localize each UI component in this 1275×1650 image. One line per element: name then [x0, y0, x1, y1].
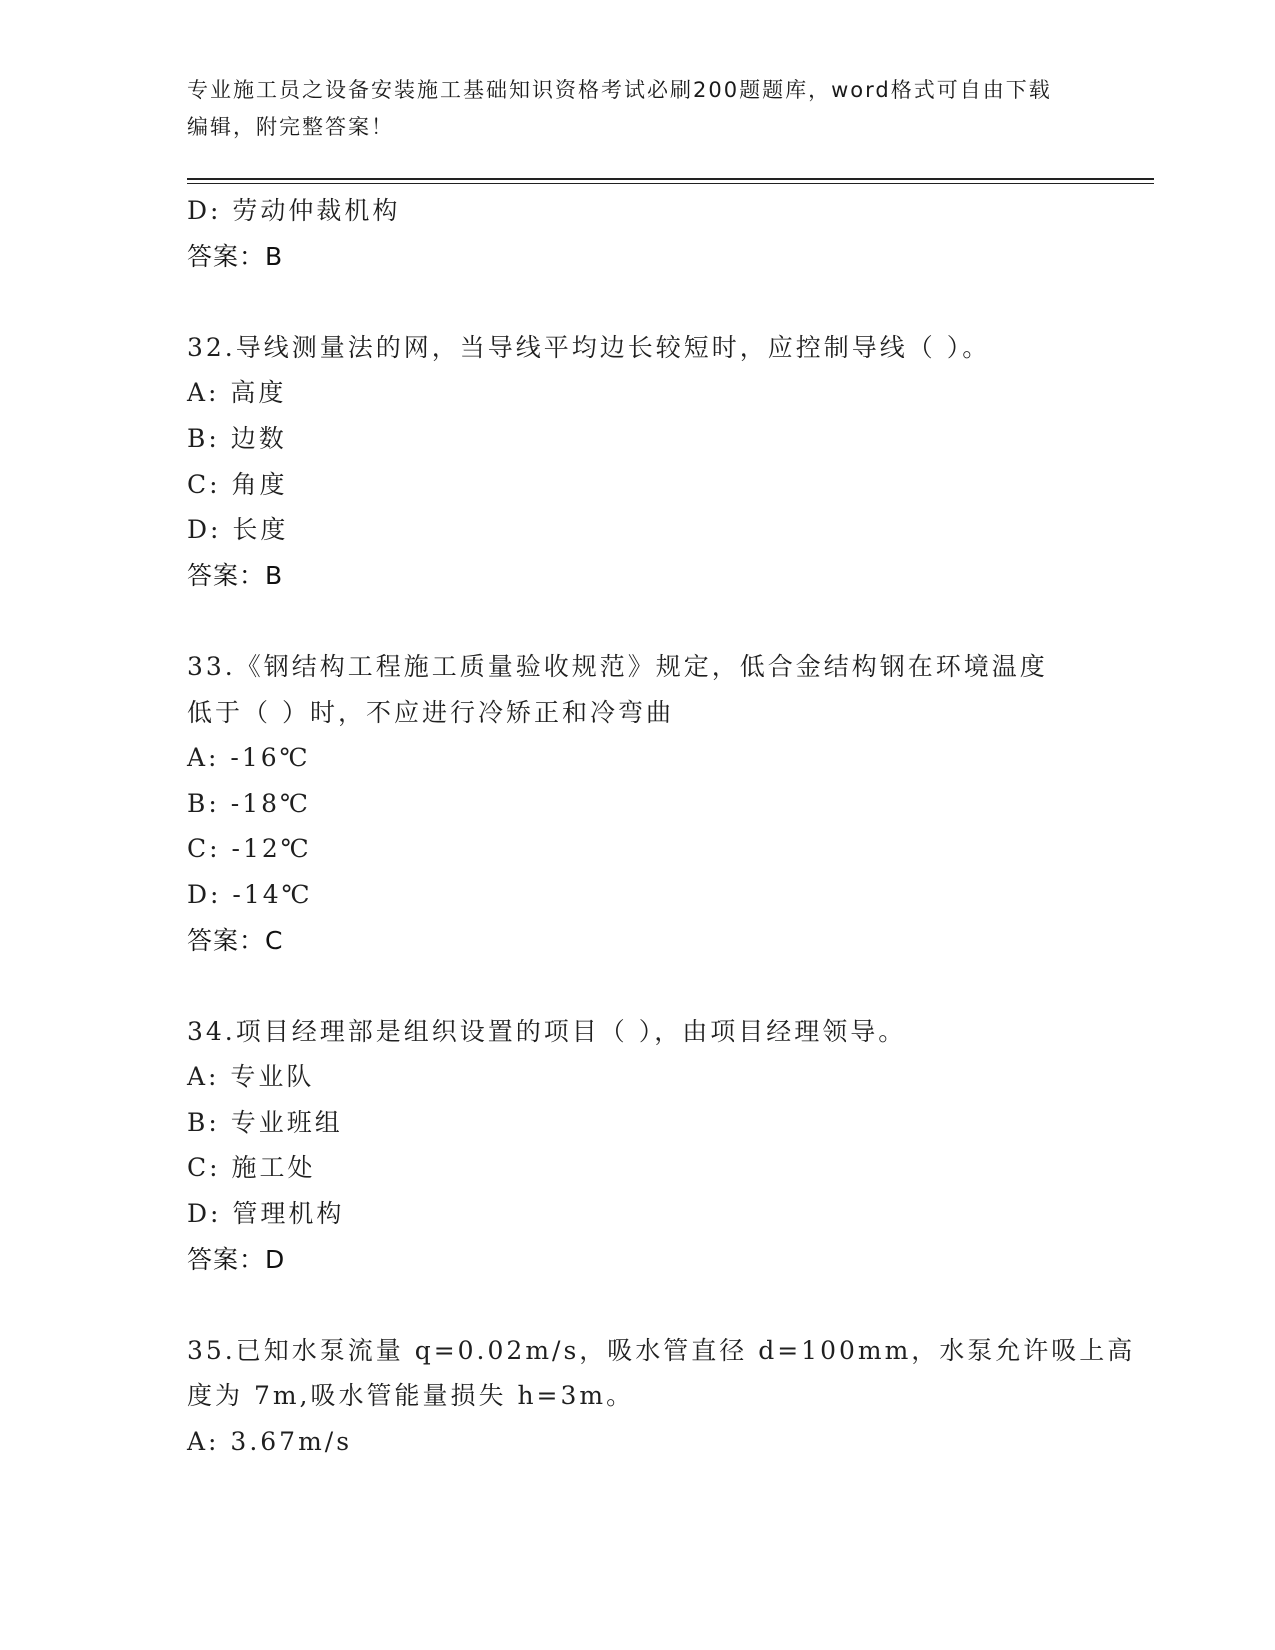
spacer — [187, 1282, 1087, 1328]
answer-line: 答案：C — [187, 925, 284, 955]
header-divider — [187, 178, 1154, 180]
question-stem-line-2: 低于（ ）时，不应进行冷矫正和冷弯曲 — [187, 697, 674, 727]
page-header: 专业施工员之设备安装施工基础知识资格考试必刷200题题库，word格式可自由下载编辑，附完整答案！ — [187, 78, 1052, 139]
option-c: C: -12℃ — [187, 834, 312, 864]
answer-line: 答案：B — [187, 560, 284, 590]
question-stem: 32.导线测量法的网，当导线平均边长较短时，应控制导线（ ）。 — [187, 332, 991, 362]
option-b: B: 边数 — [187, 423, 287, 453]
option-d: D: -14℃ — [187, 879, 313, 909]
option-d: D: 劳动仲裁机构 — [187, 196, 401, 225]
answer-line: 答案：B — [187, 241, 284, 271]
option-d: D: 长度 — [187, 515, 289, 545]
question-stem-line-1: 35.已知水泵流量 q=0.02m/s，吸水管直径 d=100mm，水泵允许吸上高 — [187, 1335, 1136, 1365]
option-b: B: 专业班组 — [187, 1107, 343, 1137]
spacer — [187, 963, 1087, 1009]
option-c: C: 角度 — [187, 469, 288, 499]
answer-line: 答案：D — [187, 1244, 286, 1274]
header-divider-thin — [187, 183, 1154, 184]
option-b: B: -18℃ — [187, 788, 311, 818]
question-stem-line-2: 度为 7m,吸水管能量损失 h=3m。 — [187, 1381, 635, 1411]
option-a: A: 高度 — [187, 378, 287, 408]
spacer — [187, 598, 1087, 644]
option-a: A: 3.67m/s — [187, 1427, 353, 1457]
spacer — [187, 279, 1087, 325]
question-content — [187, 188, 1136, 1465]
option-d: D: 管理机构 — [187, 1199, 345, 1229]
question-stem: 34.项目经理部是组织设置的项目（ ），由项目经理领导。 — [187, 1016, 907, 1046]
option-a: A: -16℃ — [187, 743, 311, 773]
question-stem-line-1: 33.《钢结构工程施工质量验收规范》规定，低合金结构钢在环境温度 — [187, 651, 1048, 681]
option-c: C: 施工处 — [187, 1153, 316, 1183]
option-a: A: 专业队 — [187, 1062, 315, 1092]
